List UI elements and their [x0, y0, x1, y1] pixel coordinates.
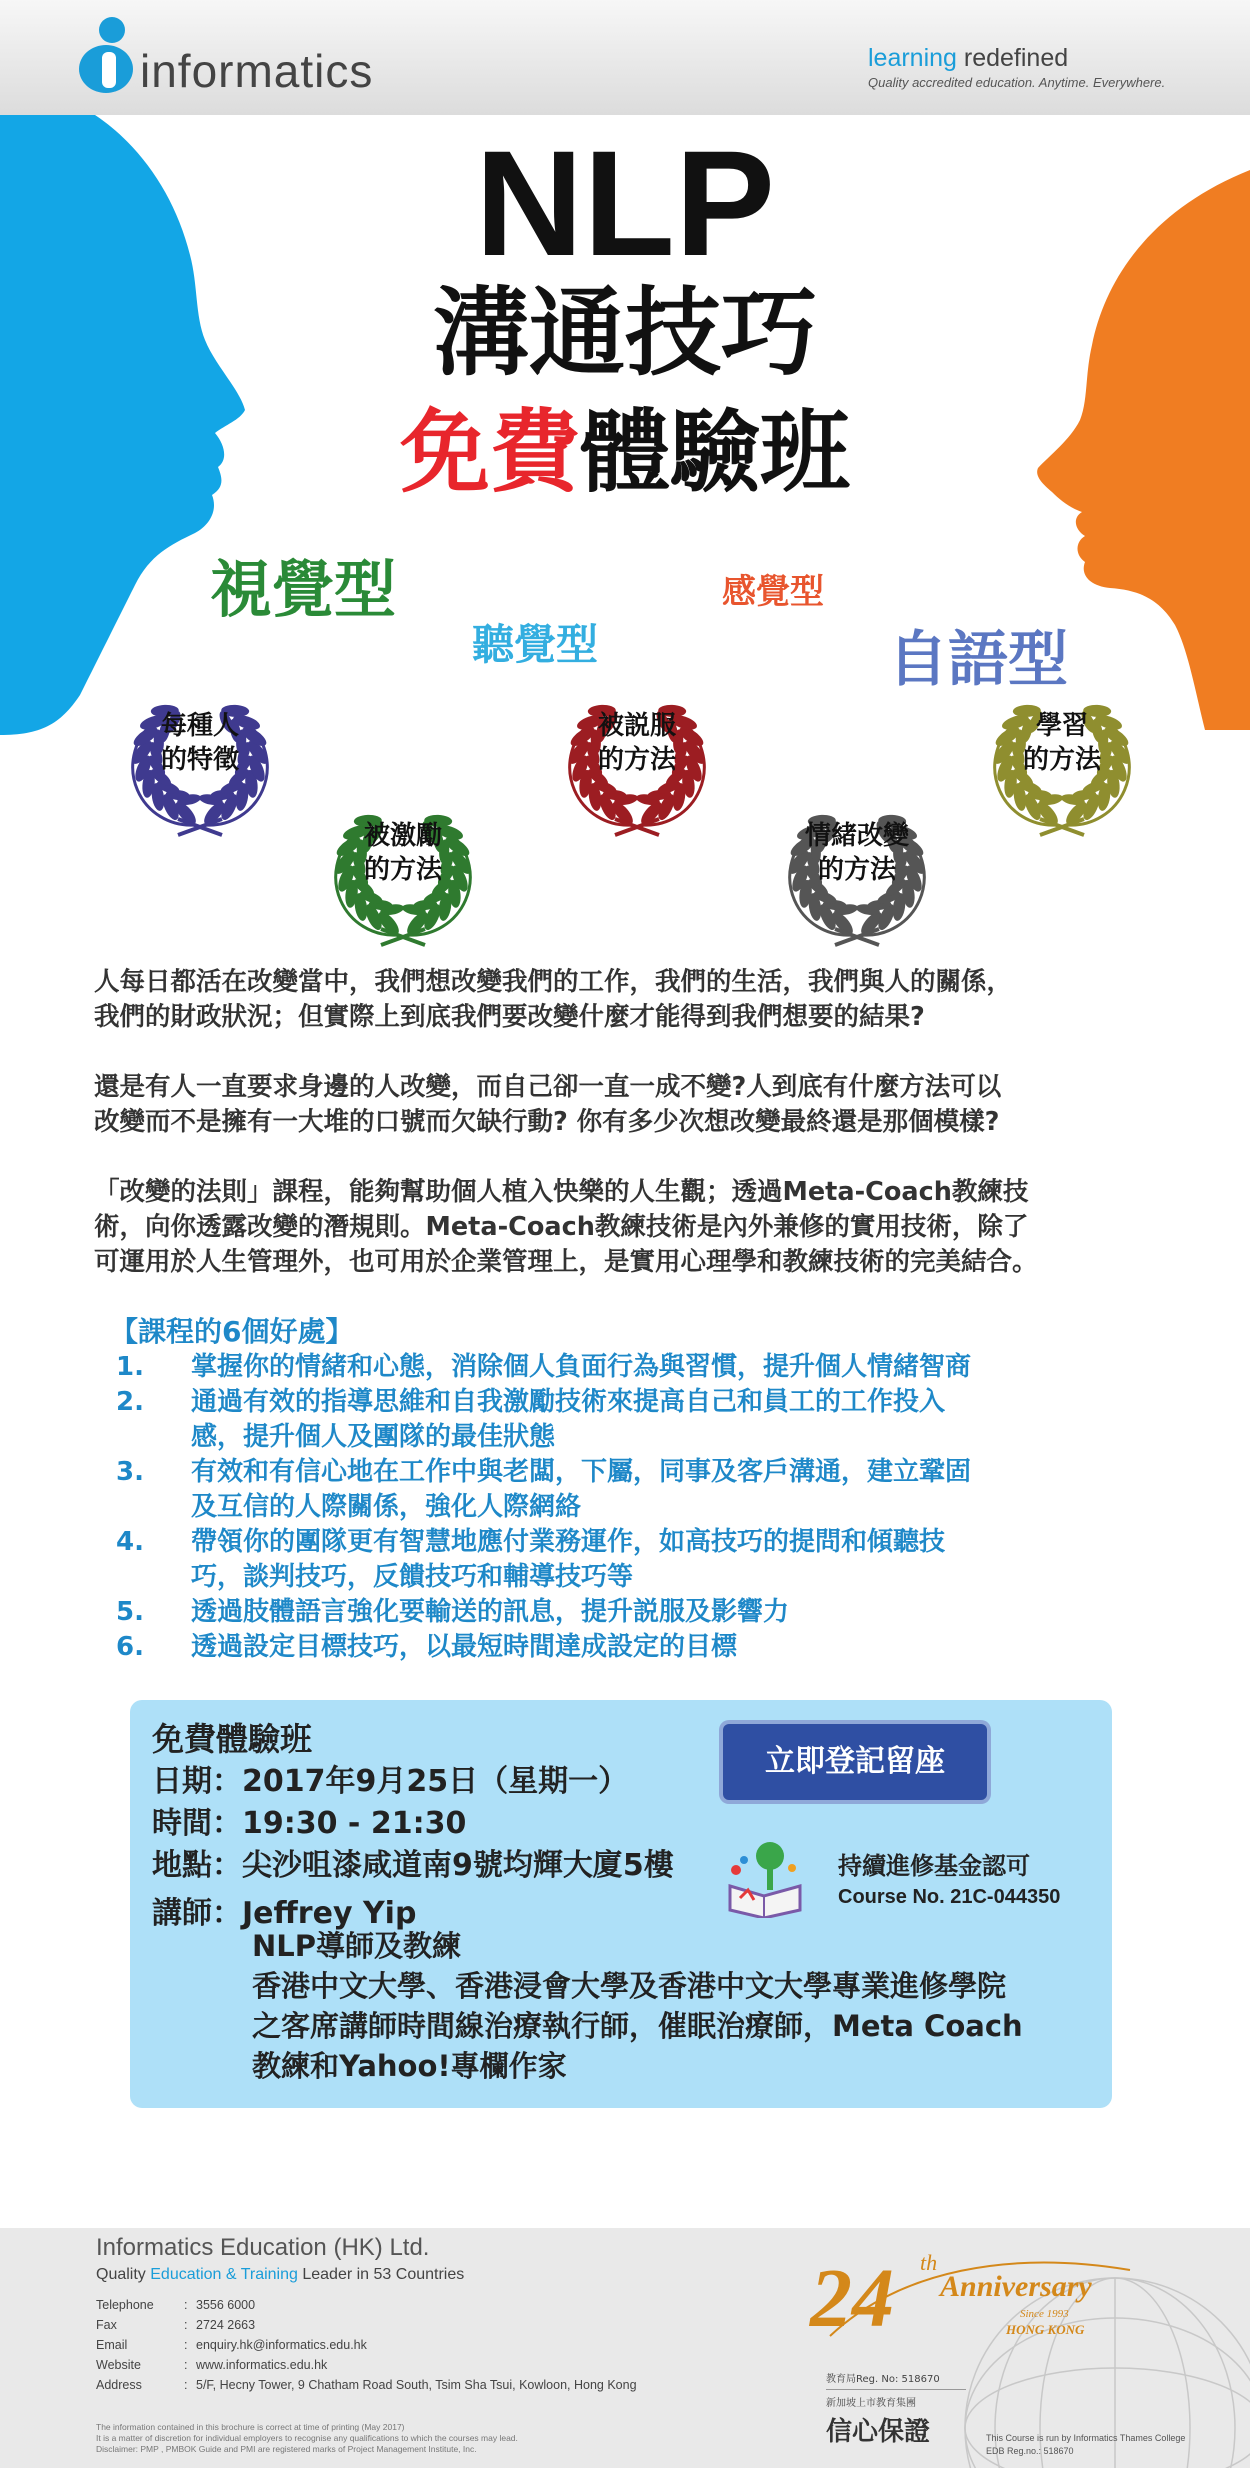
title-communication-skills: 溝通技巧: [433, 277, 817, 389]
disclaimer-line: Disclaimer: PMP , PMBOK Guide and PMI are registered marks of Project Management Institute, Inc.: [96, 2444, 477, 2454]
benefit-line: 透過肢體語言強化要輸送的訊息，提升説服及影響力: [191, 1597, 790, 1627]
tagline-rest: redefined: [956, 44, 1069, 72]
type-self-talk: 自語型: [888, 625, 1068, 695]
slogan-part: Leader in 53 Countries: [297, 2266, 465, 2283]
edb-group: 新加坡上市教育集團: [826, 2398, 916, 2409]
laurel-learning: [977, 695, 1147, 845]
paragraph-line: 可運用於人生管理外，也可用於企業管理上，是實用心理學和教練技術的完美結合。: [94, 1247, 1038, 1277]
contact-email: Email : enquiry.hk@informatics.edu.hk: [96, 2338, 367, 2352]
lecturer-bio-line: 之客席講師時間線治療執行師，催眠治療師，Meta Coach: [252, 2009, 1023, 2043]
laurel-line2: 的方法: [363, 855, 442, 885]
laurel-line1: 被説服: [597, 711, 676, 741]
register-button[interactable]: 立即登記留座: [723, 1724, 987, 1800]
intro-paragraph-3: [94, 1175, 1194, 1280]
contact-key: Telephone: [96, 2298, 154, 2312]
footer-company: Informatics Education (HK) Ltd.: [96, 2234, 430, 2261]
edb-registration: [826, 2370, 966, 2448]
type-visual: 視覺型: [210, 553, 397, 626]
laurel-label: [318, 819, 488, 887]
intro-paragraph-2: [94, 1070, 1194, 1140]
tagline: [868, 44, 1165, 90]
laurel-line1: 被激勵: [363, 821, 442, 851]
footer-contacts: [96, 2298, 796, 2398]
disclaimer-line: The information contained in this brochure is correct at time of printing (May 2017): [96, 2422, 405, 2432]
lecturer-bio: [252, 1926, 1023, 2086]
contact-fax: Fax : 2724 2663: [96, 2318, 256, 2332]
edb-reg-number: 教育局Reg. No: 518670: [826, 2374, 940, 2385]
laurel-persuasion: [552, 695, 722, 845]
slogan-part: Quality: [96, 2266, 151, 2283]
event-time: 時間：19:30 - 21:30: [152, 1806, 467, 1841]
contact-key: Website: [96, 2358, 141, 2372]
lecturer-bio-line: NLP導師及教練: [252, 1929, 462, 1963]
event-date: 日期：2017年9月25日（星期一）: [152, 1764, 629, 1799]
logo-wordmark: informatics: [140, 45, 374, 97]
run-by-text: This Course is run by Informatics Thames College: [986, 2433, 1186, 2443]
benefit-number: 6.: [116, 1632, 144, 1662]
laurel-motivation: [318, 805, 488, 955]
contact-value: 2724 2663: [196, 2318, 256, 2332]
title-nlp: NLP: [475, 119, 775, 287]
paragraph-line: 還是有人一直要求身邊的人改變，而自己卻一直一成不變?人到底有什麼方法可以: [94, 1072, 1002, 1102]
benefit-line: 有效和有信心地在工作中與老闆，下屬，同事及客戶溝通，建立鞏固: [191, 1457, 972, 1487]
paragraph-line: 「改變的法則」課程，能夠幫助個人植入快樂的人生觀；透過Meta-Coach教練技: [94, 1177, 1029, 1207]
benefit-line: 掌握你的情緒和心態，消除個人負面行為與習慣，提升個人情緒智商: [191, 1352, 972, 1382]
laurel-line2: 的方法: [1022, 745, 1101, 775]
cef-title: 持續進修基金認可: [838, 1852, 1030, 1880]
footer-disclaimer: [96, 2422, 518, 2455]
contact-website-link[interactable]: www.informatics.edu.hk: [196, 2358, 328, 2372]
edb-reg-number-2: EDB Reg.no.: 518670: [986, 2446, 1074, 2456]
benefit-number: 3.: [116, 1457, 144, 1487]
benefit-line: 感，提升個人及團隊的最佳狀態: [191, 1422, 556, 1452]
tagline-accent: learning: [868, 44, 957, 72]
anniversary-word: Anniversary: [940, 2270, 1092, 2303]
anniversary-suffix: th: [920, 2250, 938, 2275]
benefit-number: 4.: [116, 1527, 144, 1557]
laurel-line2: 的特徵: [160, 745, 239, 775]
title-free: 免費: [400, 400, 580, 505]
benefit-line: 巧，談判技巧，反饋技巧和輔導技巧等: [191, 1562, 634, 1592]
intro-paragraph-1: [94, 965, 1194, 1035]
lecturer-bio-line: 香港中文大學、香港浸會大學及香港中文大學專業進修學院: [252, 1969, 1007, 2003]
slogan-highlight: Education & Training: [150, 2266, 298, 2283]
contact-key: Address: [96, 2378, 142, 2392]
cef-course-code: Course No. 21C-044350: [838, 1886, 1061, 1908]
informatics-logo[interactable]: [78, 14, 478, 104]
event-info-box: [130, 1700, 1112, 2108]
title-free-trial-class: [0, 398, 1250, 508]
tagline-sub: Quality accredited education. Anytime. Everywhere.: [868, 75, 1166, 90]
laurel-line1: 情緒改變: [804, 821, 909, 851]
contact-telephone: Telephone : 3556 6000: [96, 2298, 256, 2312]
contact-key: Email: [96, 2338, 128, 2352]
type-kinesthetic: 感覺型: [722, 572, 824, 612]
course-run-by: [986, 2432, 1185, 2458]
laurel-label: [115, 709, 285, 777]
laurel-label: [977, 709, 1147, 777]
event-lecturer: 講師：Jeffrey Yip: [152, 1896, 417, 1931]
contact-email-link[interactable]: enquiry.hk@informatics.edu.hk: [196, 2338, 367, 2352]
laurel-line1: 每種人: [160, 711, 239, 741]
header-bar: [0, 0, 1250, 115]
logo-i-icon: [78, 14, 140, 94]
benefit-number: 5.: [116, 1597, 144, 1627]
contact-value[interactable]: 3556 6000: [196, 2298, 256, 2312]
contact-key: Fax: [96, 2318, 117, 2332]
benefit-line: 及互信的人際關係，強化人際網絡: [191, 1492, 582, 1522]
benefit-number: 2.: [116, 1387, 144, 1417]
title-trial-class: 體驗班: [580, 400, 850, 505]
contact-address: Address : 5/F, Hecny Tower, 9 Chatham Road South, Tsim Sha Tsui, Kowloon, Hong Kong: [96, 2378, 637, 2392]
laurel-emotion-change: [772, 805, 942, 955]
anniversary-location: HONG KONG: [1006, 2322, 1085, 2337]
paragraph-line: 術，向你透露改變的潛規則。Meta-Coach教練技術是內外兼修的實用技術，除了: [94, 1212, 1029, 1242]
contact-value: 5/F, Hecny Tower, 9 Chatham Road South, Tsim Sha Tsui, Kowloon, Hong Kong: [196, 2378, 637, 2392]
laurel-line2: 的方法: [817, 855, 896, 885]
disclaimer-line: It is a matter of discretion for individual employers to recognise any qualifications to which the courses may lead.: [96, 2433, 518, 2443]
benefit-line: 透過設定目標技巧，以最短時間達成設定的目標: [191, 1632, 738, 1662]
footer-slogan: [96, 2266, 464, 2284]
paragraph-line: 改變而不是擁有一大堆的口號而欠缺行動? 你有多少次想改變最終還是那個模樣?: [94, 1107, 1000, 1137]
event-venue: 地點：尖沙咀漆咸道南9號均輝大廈5樓: [152, 1848, 674, 1883]
type-auditory: 聽覺型: [472, 620, 599, 669]
lecturer-bio-line: 教練和Yahoo!專欄作家: [252, 2049, 567, 2083]
anniversary-badge: [810, 2240, 1150, 2350]
contact-website: Website : www.informatics.edu.hk: [96, 2358, 328, 2372]
event-title: 免費體驗班: [152, 1720, 313, 1758]
laurel-label: [772, 819, 942, 887]
paragraph-line: 我們的財政狀況；但實際上到底我們要改變什麼才能得到我們想要的結果?: [94, 1002, 925, 1032]
benefit-line: 通過有效的指導思維和自我激勵技術來提高自己和員工的工作投入: [191, 1387, 946, 1417]
paragraph-line: 人每日都活在改變當中，我們想改變我們的工作，我們的生活，我們與人的關係，: [94, 967, 1013, 997]
benefit-line: 帶領你的團隊更有智慧地應付業務運作，如高技巧的提問和傾聽技: [191, 1527, 946, 1557]
anniversary-number: 24: [810, 2252, 894, 2345]
edb-guarantee: 信心保證: [826, 2417, 931, 2447]
anniversary-since: Since 1993: [1020, 2308, 1069, 2320]
laurel-label: [552, 709, 722, 777]
cef-logo-icon: [720, 1838, 810, 1918]
laurel-line2: 的方法: [597, 745, 676, 775]
benefits-title: 【課程的6個好處】: [110, 1315, 354, 1348]
laurel-line1: 學習: [1035, 711, 1088, 741]
laurel-characteristics: [115, 695, 285, 845]
benefit-number: 1.: [116, 1352, 144, 1382]
